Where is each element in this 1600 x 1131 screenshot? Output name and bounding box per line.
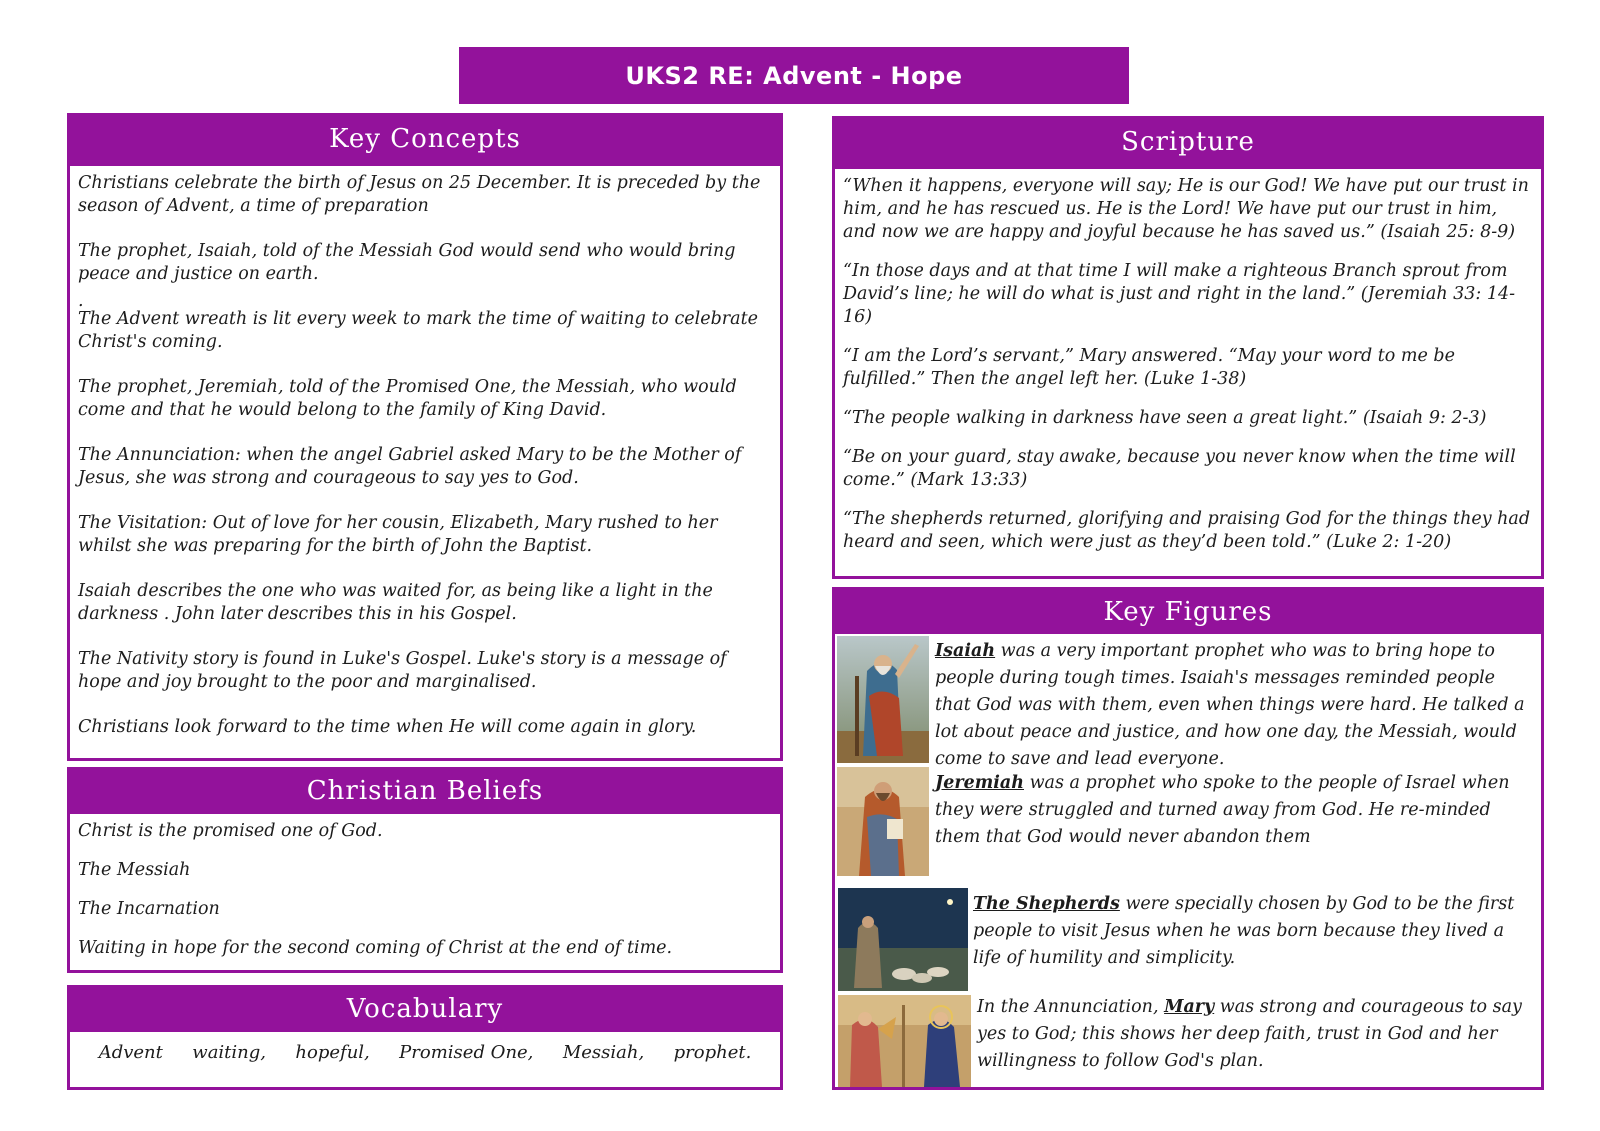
key-concept-paragraph: Christians celebrate the birth of Jesus on 25 December. It is preceded by the season of Advent, a time of preparation xyxy=(78,173,761,216)
shepherds-name: The Shepherds xyxy=(973,894,1120,914)
page-title-banner xyxy=(459,47,1129,104)
key-concept-paragraph: The Annunciation: when the angel Gabriel asked Mary to be the Mother of Jesus, she was strong and courageous to say yes to God. xyxy=(78,445,742,488)
isaiah-painting xyxy=(837,636,929,763)
mary-prefix: In the Annunciation, xyxy=(977,997,1165,1017)
jeremiah-painting xyxy=(837,767,929,876)
jeremiah-description xyxy=(935,770,1529,851)
shepherds-description xyxy=(973,891,1531,972)
scripture-panel xyxy=(832,116,1544,579)
vocabulary-word: Promised One, xyxy=(399,1042,534,1063)
vocabulary-word: hopeful, xyxy=(295,1042,370,1063)
vocabulary-heading: Vocabulary xyxy=(70,988,780,1032)
key-concept-paragraph: Isaiah describes the one who was waited for, as being like a light in the darkness . John later describes this in his Gospel. xyxy=(78,581,713,624)
page-title: UKS2 RE: Advent - Hope xyxy=(625,61,963,90)
scripture-quote: “When it happens, everyone will say; He is our God! We have put our trust in him, and he has rescued us. He is the Lord! We have put our trust in him, and now we are happy and joyful because he has saved us.” (Isaiah 25: 8-9) xyxy=(843,176,1529,242)
key-concept-paragraph: . xyxy=(78,291,84,311)
annunciation-painting xyxy=(838,995,971,1087)
key-concepts-heading: Key Concepts xyxy=(70,116,780,166)
key-concepts-body xyxy=(70,166,780,739)
key-figures-heading: Key Figures xyxy=(835,590,1541,634)
vocabulary-word: Messiah, xyxy=(562,1042,645,1063)
scripture-quote: “The shepherds returned, glorifying and praising God for the things they had heard and seen, which were just as they’d been told.” (Luke 2: 1-20) xyxy=(843,509,1531,552)
vocabulary-word: Advent xyxy=(98,1042,163,1063)
mary-name: Mary xyxy=(1164,997,1215,1017)
key-concepts-panel xyxy=(67,113,783,761)
belief-item: Waiting in hope for the second coming of Christ at the end of time. xyxy=(78,938,673,958)
belief-item: The Incarnation xyxy=(78,899,220,919)
shepherds-text: were specially chosen by God to be the first people to visit Jesus when he was born because they lived a life of humility and simplicity. xyxy=(973,894,1515,968)
key-concept-paragraph: The prophet, Isaiah, told of the Messiah God would send who would bring peace and justice on earth. xyxy=(78,241,736,284)
key-concept-paragraph: The Visitation: Out of love for her cousin, Elizabeth, Mary rushed to her whilst she was preparing for the birth of John the Baptist. xyxy=(78,513,718,556)
christian-beliefs-panel xyxy=(67,767,783,973)
mary-text: was strong and courageous to say yes to God; this shows her deep faith, trust in God and her willingness to follow God's plan. xyxy=(977,997,1522,1071)
scripture-quote: “I am the Lord’s servant,” Mary answered. “May your word to me be fulfilled.” Then the angel left her. (Luke 1-38) xyxy=(843,346,1455,389)
mary-description xyxy=(977,994,1531,1075)
scripture-quote: “The people walking in darkness have seen a great light.” (Isaiah 9: 2-3) xyxy=(843,408,1487,428)
scripture-heading: Scripture xyxy=(835,119,1541,169)
jeremiah-text: was a prophet who spoke to the people of Israel when they were struggled and turned away from God. He re-minded them that God would never abandon them xyxy=(935,773,1510,847)
jeremiah-name: Jeremiah xyxy=(935,773,1024,793)
shepherds-painting xyxy=(838,888,968,991)
christian-beliefs-body xyxy=(70,814,780,960)
christian-beliefs-heading: Christian Beliefs xyxy=(70,770,780,814)
isaiah-name: Isaiah xyxy=(935,641,996,661)
isaiah-description xyxy=(935,638,1529,773)
key-concept-paragraph: Christians look forward to the time when He will come again in glory. xyxy=(78,717,697,737)
vocabulary-word-list xyxy=(70,1032,780,1063)
key-concept-paragraph: The Nativity story is found in Luke's Gospel. Luke's story is a message of hope and joy brought to the poor and marginalised. xyxy=(78,649,727,692)
scripture-quote: “Be on your guard, stay awake, because you never know when the time will come.” (Mark 13:33) xyxy=(843,447,1516,490)
vocabulary-word: waiting, xyxy=(192,1042,267,1063)
vocabulary-panel xyxy=(67,985,783,1090)
key-figures-panel xyxy=(832,587,1544,1090)
isaiah-text: was a very important prophet who was to bring hope to people during tough times. Isaiah's messages reminded people that God was with them, even when things were hard. He talked a lot about peace and justice, and how one day, the Messiah, would come to save and lead everyone. xyxy=(935,641,1525,769)
key-concept-paragraph: The Advent wreath is lit every week to mark the time of waiting to celebrate Christ's coming. xyxy=(78,309,758,352)
belief-item: Christ is the promised one of God. xyxy=(78,821,383,841)
scripture-quote: “In those days and at that time I will make a righteous Branch sprout from David’s line; he will do what is just and right in the land.” (Jeremiah 33: 14-16) xyxy=(843,261,1516,327)
scripture-body xyxy=(835,169,1541,554)
vocabulary-word: prophet. xyxy=(673,1042,752,1063)
belief-item: The Messiah xyxy=(78,860,191,880)
key-concept-paragraph: The prophet, Jeremiah, told of the Promised One, the Messiah, who would come and that he would belong to the family of King David. xyxy=(78,377,737,420)
